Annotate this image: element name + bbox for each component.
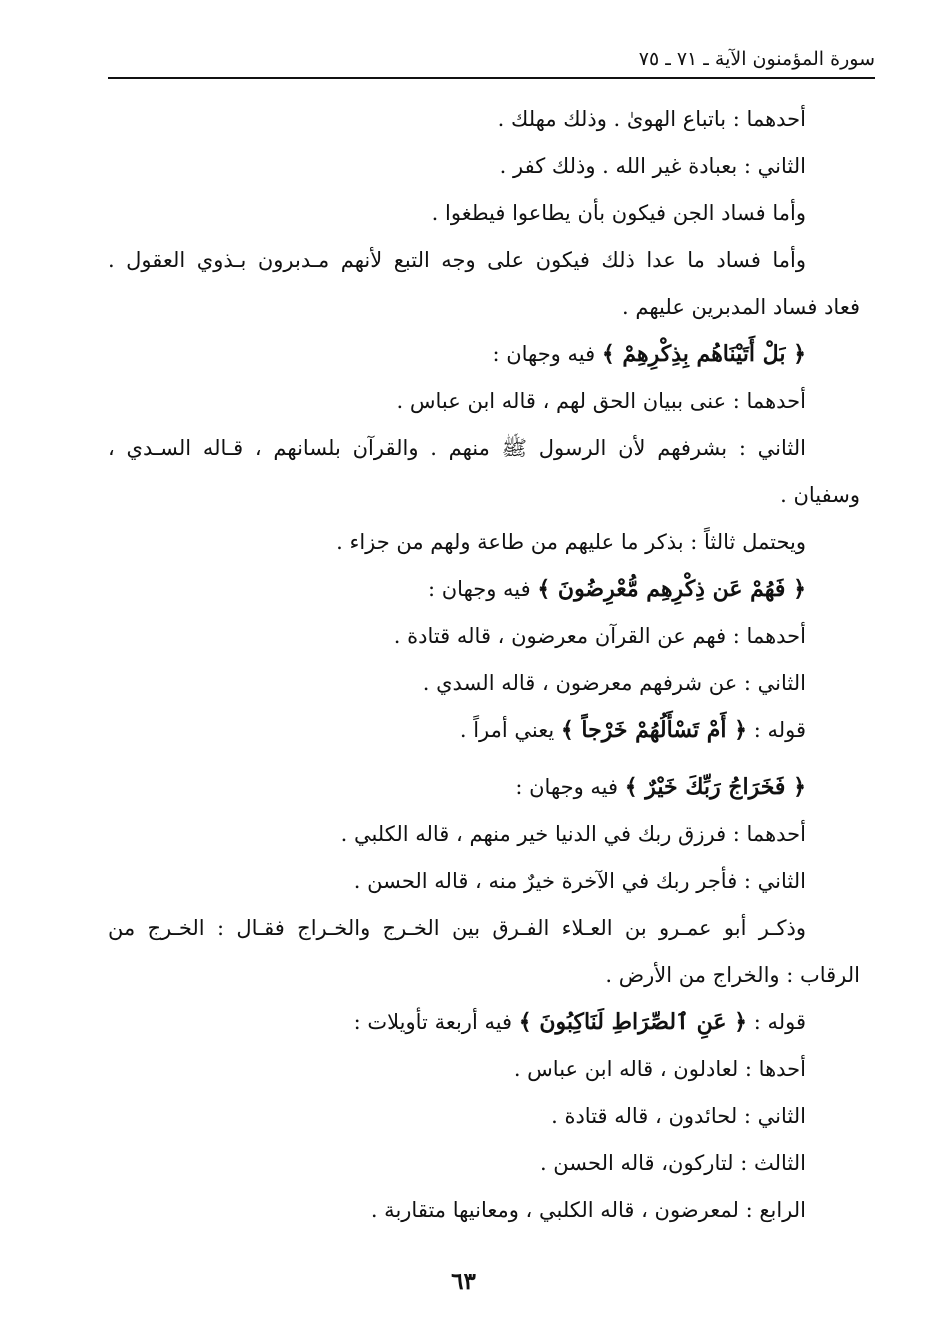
text-line: الثاني : بشرفهم لأن الرسول ﷺ منهم . والقرآن بلسانهم ، قـاله السـدي ، <box>108 436 806 460</box>
quran-verse: ﴿ فَهُمْ عَن ذِكْرِهِم مُّعْرِضُونَ ﴾ <box>537 576 806 602</box>
text-line: ويحتمل ثالثاً : بذكر ما عليهم من طاعة ولهم من جزاء . <box>336 530 806 554</box>
text-line: الثاني : لحائدون ، قاله قتادة . <box>551 1104 806 1128</box>
quran-verse: ﴿ بَلْ أَتَيْنَاهُم بِذِكْرِهِمْ ﴾ <box>601 341 806 367</box>
body-text <box>108 96 860 1234</box>
text-line: الرقاب : والخراج من الأرض . <box>605 963 860 987</box>
text-line: وذكـر أبو عمـرو بن العـلاء الفـرق بين الخـرج والخـراج فقـال : الخـرج من <box>108 916 806 940</box>
text-line: ﴿ بَلْ أَتَيْنَاهُم بِذِكْرِهِمْ ﴾ فيه وجهان : <box>492 341 806 367</box>
text-line: الثاني : فأجر ربك في الآخرة خيرٌ منه ، قاله الحسن . <box>353 869 806 893</box>
text-line: ﴿ فَهُمْ عَن ذِكْرِهِم مُّعْرِضُونَ ﴾ فيه وجهان : <box>428 576 806 602</box>
text-line: ﴿ فَخَرَاجُ رَبِّكَ خَيْرٌ ﴾ فيه وجهان : <box>515 774 806 800</box>
quran-verse: ﴿ أَمْ تَسْأَلُهُمْ خَرْجاً ﴾ <box>560 717 748 743</box>
text-line: أحدهما : فهم عن القرآن معرضون ، قاله قتادة . <box>393 624 806 648</box>
text-line: الرابع : لمعرضون ، قاله الكلبي ، ومعانيها متقاربة . <box>370 1198 806 1222</box>
text-line: الثاني : عن شرفهم معرضون ، قاله السدي . <box>422 671 806 695</box>
text-line: وأما فساد الجن فيكون بأن يطاعوا فيطغوا . <box>431 201 806 225</box>
text-line: أحدها : لعادلون ، قاله ابن عباس . <box>513 1057 806 1081</box>
text-line: وأما فساد ما عدا ذلك فيكون على وجه التبع لأنهم مـدبرون بـذوي العقول . <box>108 248 806 272</box>
text-line: فعاد فساد المدبرين عليهم . <box>622 295 860 319</box>
quran-verse: ﴿ فَخَرَاجُ رَبِّكَ خَيْرٌ ﴾ <box>624 774 806 800</box>
text-line: الثاني : بعبادة غير الله . وذلك كفر . <box>499 154 806 178</box>
text-line: أحدهما : باتباع الهوىٰ . وذلك مهلك . <box>497 107 806 131</box>
page-number: ٦٣ <box>451 1268 476 1295</box>
text-line: أحدهما : عنى ببيان الحق لهم ، قاله ابن عباس . <box>396 389 806 413</box>
running-header: سورة المؤمنون الآية ـ ٧١ ـ ٧٥ <box>638 48 875 70</box>
header-rule <box>108 77 875 79</box>
quran-verse: ﴿ عَنِ ٱلصِّرَاطِ لَنَاكِبُونَ ﴾ <box>518 1009 748 1035</box>
text-line: قوله : ﴿ أَمْ تَسْأَلُهُمْ خَرْجاً ﴾ يعني أمراً . <box>459 717 806 743</box>
text-line: الثالث : لتاركون، قاله الحسن . <box>539 1151 806 1175</box>
text-line: قوله : ﴿ عَنِ ٱلصِّرَاطِ لَنَاكِبُونَ ﴾ فيه أربعة تأويلات : <box>353 1009 806 1035</box>
text-line: وسفيان . <box>780 483 860 507</box>
text-line: أحدهما : فرزق ربك في الدنيا خير منهم ، قاله الكلبي . <box>340 822 806 846</box>
